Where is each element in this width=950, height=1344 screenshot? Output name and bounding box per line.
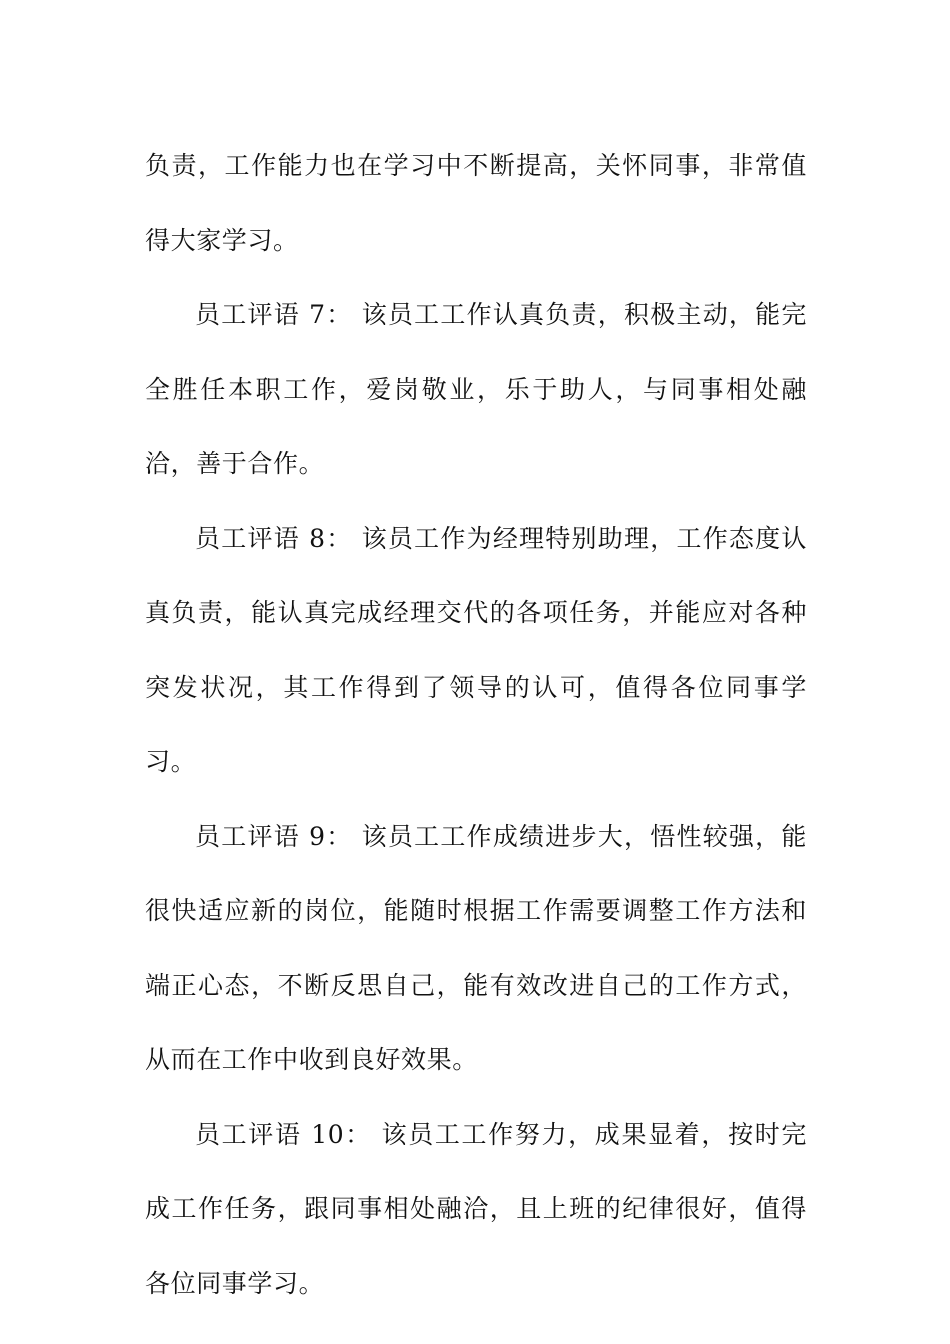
review-label: 员工评语 8： xyxy=(195,523,353,553)
paragraph-review-10 xyxy=(145,1098,807,1322)
paragraph-text: 该员工工作努力，成果显着，按时完成工作任务，跟同事相处融洽，且上班的纪律很好，值得各位同事学习。 xyxy=(145,1119,807,1298)
paragraph-continuation xyxy=(145,129,807,278)
review-label: 员工评语 7： xyxy=(195,300,353,329)
paragraph-review-8 xyxy=(145,502,807,800)
paragraph-text: 该员工工作成绩进步大，悟性较强，能很快适应新的岗位，能随时根据工作需要调整工作方法和端正心态，不断反思自己，能有效改进自己的工作方式，从而在工作中收到良好效果。 xyxy=(145,821,807,1074)
paragraph-text: 该员工作为经理特别助理，工作态度认真负责，能认真完成经理交代的各项任务，并能应对各种突发状况，其工作得到了领导的认可，值得各位同事学习。 xyxy=(145,523,807,776)
document-body xyxy=(145,129,807,1321)
paragraph-text: 负责，工作能力也在学习中不断提高，关怀同事，非常值得大家学习。 xyxy=(145,151,807,255)
paragraph-review-9 xyxy=(145,800,807,1098)
review-label: 员工评语 10： xyxy=(195,1119,372,1149)
paragraph-review-7 xyxy=(145,278,807,502)
paragraph-text: 该员工工作认真负责，积极主动，能完全胜任本职工作，爱岗敬业，乐于助人，与同事相处融洽，善于合作。 xyxy=(145,300,807,478)
review-label: 员工评语 9： xyxy=(195,821,353,851)
